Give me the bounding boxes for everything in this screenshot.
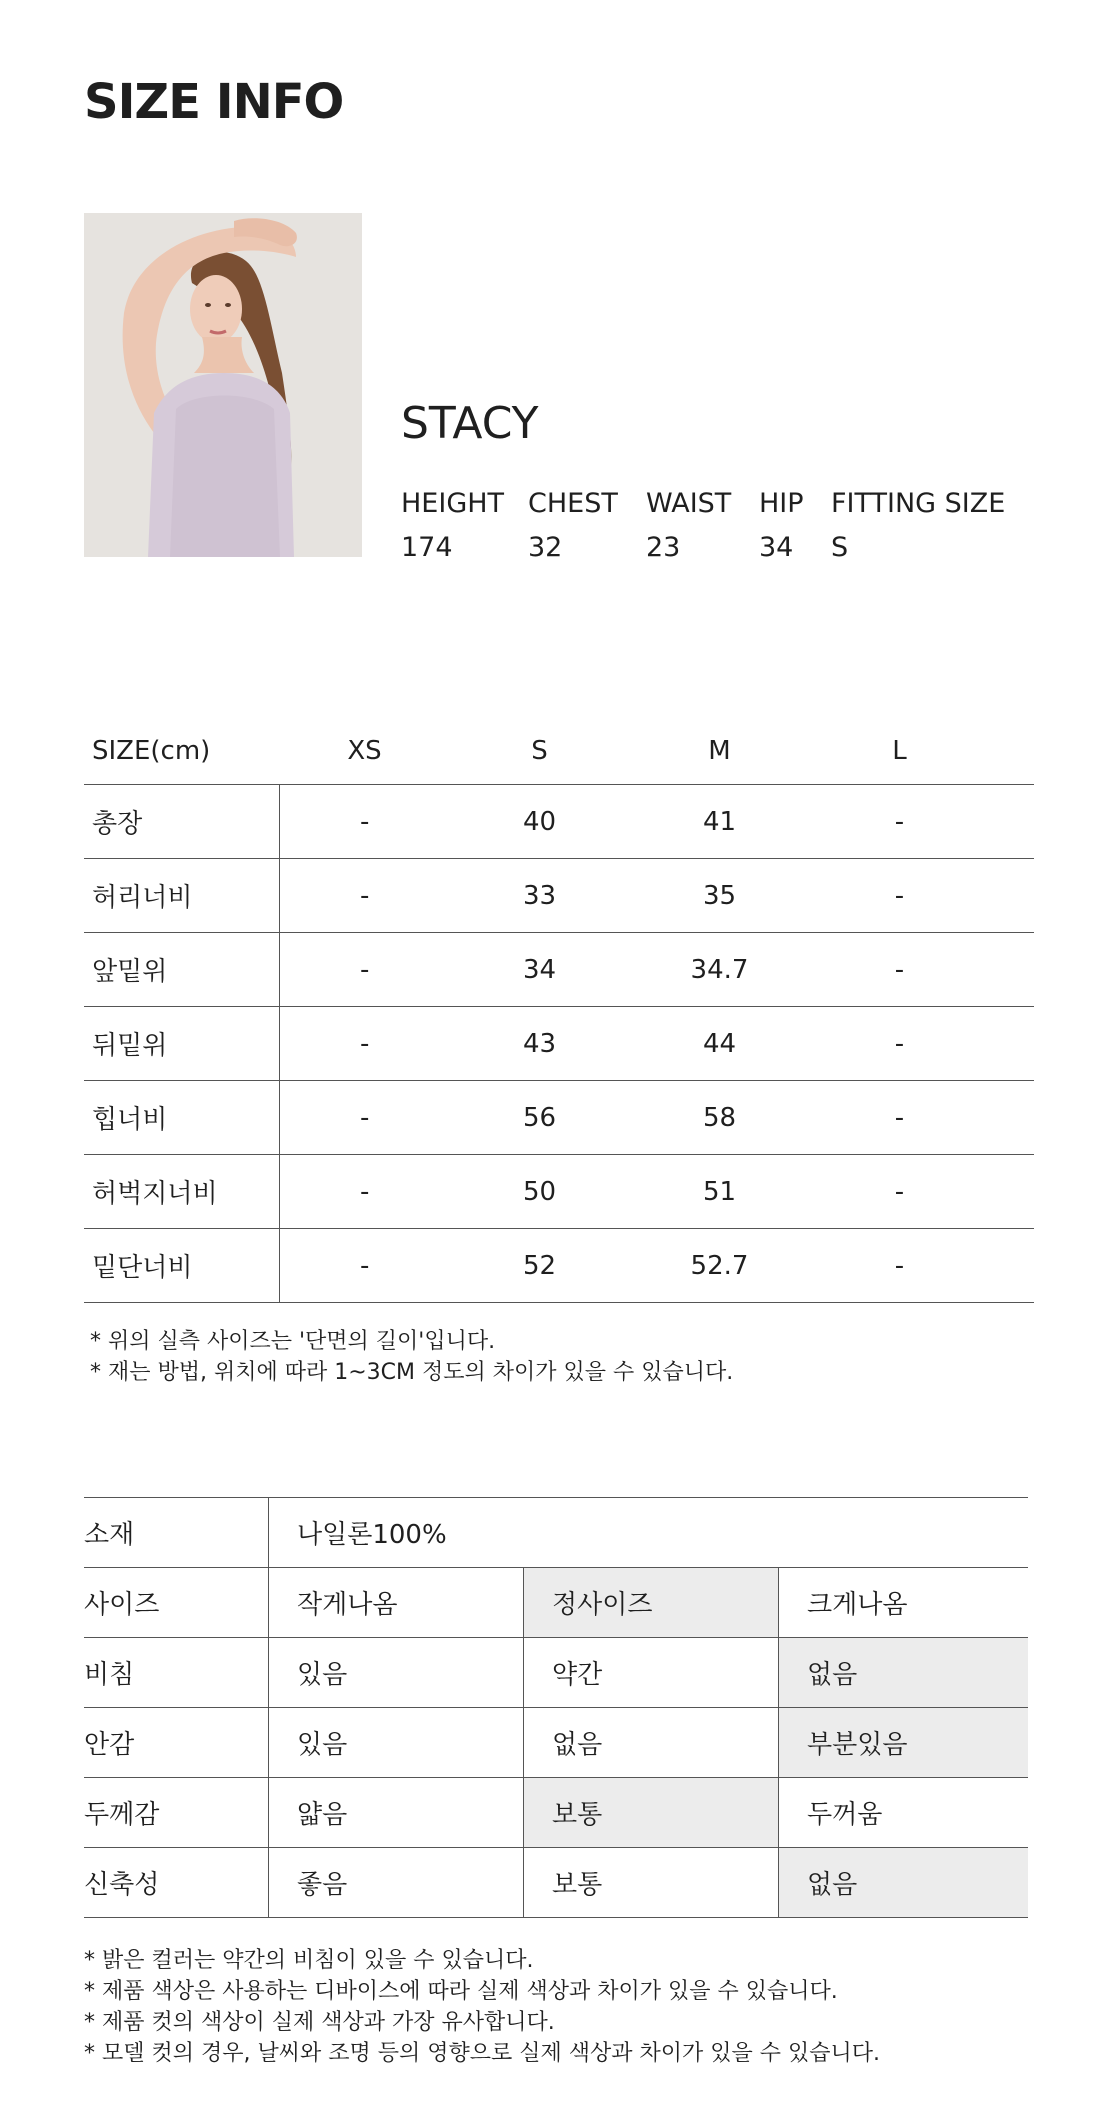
spacer-cell: [990, 1155, 1035, 1229]
material-value: 나일론100%: [269, 1498, 1029, 1568]
table-cell: -: [894, 880, 905, 911]
option-cell: 없음: [779, 1638, 1029, 1708]
note-line: * 재는 방법, 위치에 따라 1~3CM 정도의 차이가 있을 수 있습니다.: [90, 1360, 734, 1385]
option-cell: 크게나옴: [779, 1568, 1029, 1638]
table-cell: 34.7: [690, 954, 749, 985]
material-table: [84, 1497, 1028, 1918]
table-row: [84, 1229, 1034, 1303]
table-cell: 50: [522, 1176, 557, 1207]
size-table: [84, 718, 1034, 1303]
spacer-cell: [990, 718, 1035, 785]
table-cell: 56: [522, 1102, 557, 1133]
option-cell: 보통: [524, 1848, 779, 1918]
table-row: [84, 933, 1034, 1007]
option-cell: 있음: [269, 1708, 524, 1778]
table-cell: -: [894, 954, 905, 985]
spacer-cell: [990, 1007, 1035, 1081]
row-label: 사이즈: [84, 1568, 269, 1638]
attribute-row: [84, 1708, 1028, 1778]
row-label: 허리너비: [84, 859, 280, 933]
attribute-row: [84, 1778, 1028, 1848]
table-cell: -: [360, 806, 370, 837]
table-cell: -: [360, 1028, 370, 1059]
model-photo: [84, 213, 362, 557]
attribute-row: [84, 1638, 1028, 1708]
spacer-cell: [990, 859, 1035, 933]
stat-label: WAIST: [646, 488, 732, 519]
stat-label: FITTING SIZE: [831, 488, 1006, 519]
spacer-cell: [990, 933, 1035, 1007]
table-row: [84, 785, 1034, 859]
attribute-row: [84, 1568, 1028, 1638]
table-cell: 58: [702, 1102, 737, 1133]
table-row: [84, 1155, 1034, 1229]
table-cell: 44: [702, 1028, 737, 1059]
table-cell: -: [360, 880, 370, 911]
model-name: STACY: [401, 398, 539, 449]
option-cell: 작게나옴: [269, 1568, 524, 1638]
column-header: XS: [280, 718, 450, 785]
stat-value: 34: [759, 532, 794, 563]
table-cell: 43: [522, 1028, 557, 1059]
row-label: 두께감: [84, 1778, 269, 1848]
size-notes: [90, 1326, 733, 1388]
option-cell: 없음: [779, 1848, 1029, 1918]
row-label: 안감: [84, 1708, 269, 1778]
stat-value: 32: [528, 532, 563, 563]
note-line: * 제품 색상은 사용하는 디바이스에 따라 실제 색상과 차이가 있을 수 있습니다.: [84, 1979, 838, 2004]
option-cell: 정사이즈: [524, 1568, 779, 1638]
table-cell: 41: [702, 806, 737, 837]
option-cell: 약간: [524, 1638, 779, 1708]
option-cell: 부분있음: [779, 1708, 1029, 1778]
table-cell: 52.7: [690, 1250, 749, 1281]
table-cell: -: [894, 1176, 905, 1207]
material-row: [84, 1498, 1028, 1568]
table-cell: 51: [702, 1176, 737, 1207]
note-line: * 제품 컷의 색상이 실제 색상과 가장 유사합니다.: [84, 2010, 555, 2035]
table-row: [84, 1081, 1034, 1155]
row-label: 신축성: [84, 1848, 269, 1918]
row-label: 총장: [84, 785, 280, 859]
table-cell: -: [894, 1102, 905, 1133]
option-cell: 두꺼움: [779, 1778, 1029, 1848]
stat-chest: [528, 488, 618, 564]
stat-label: CHEST: [528, 488, 618, 519]
table-cell: 40: [522, 806, 557, 837]
row-label: 비침: [84, 1638, 269, 1708]
table-cell: -: [894, 1250, 905, 1281]
stat-waist: [646, 488, 731, 564]
table-cell: 33: [522, 880, 557, 911]
row-label: 뒤밑위: [84, 1007, 280, 1081]
table-cell: -: [894, 1028, 905, 1059]
column-header: S: [450, 718, 630, 785]
page-title: SIZE INFO: [84, 74, 344, 130]
stat-label: HIP: [759, 488, 804, 519]
row-label: 소재: [84, 1498, 269, 1568]
stat-value: 174: [401, 532, 453, 563]
table-cell: 35: [702, 880, 737, 911]
row-label: 힙너비: [84, 1081, 280, 1155]
note-line: * 모델 컷의 경우, 날씨와 조명 등의 영향으로 실제 색상과 차이가 있을 수 있습니다.: [84, 2041, 880, 2066]
note-line: * 위의 실측 사이즈는 '단면의 길이'입니다.: [90, 1329, 496, 1354]
spacer-cell: [990, 1229, 1035, 1303]
stat-value: 23: [646, 532, 681, 563]
spacer-cell: [990, 1081, 1035, 1155]
size-table-header: [84, 718, 1034, 785]
option-cell: 좋음: [269, 1848, 524, 1918]
table-cell: -: [894, 806, 905, 837]
stat-height: [401, 488, 504, 564]
table-cell: 34: [522, 954, 557, 985]
option-cell: 없음: [524, 1708, 779, 1778]
note-line: * 밝은 컬러는 약간의 비침이 있을 수 있습니다.: [84, 1948, 534, 1973]
table-row: [84, 859, 1034, 933]
table-cell: 52: [522, 1250, 557, 1281]
row-label: 앞밑위: [84, 933, 280, 1007]
option-cell: 얇음: [269, 1778, 524, 1848]
row-label: 허벅지너비: [84, 1155, 280, 1229]
column-header: L: [810, 718, 990, 785]
spacer-cell: [990, 785, 1035, 859]
stat-hip: [759, 488, 804, 564]
table-cell: -: [360, 1176, 370, 1207]
column-header: SIZE(cm): [84, 718, 280, 785]
stat-value: S: [831, 532, 849, 563]
column-header: M: [630, 718, 810, 785]
stat-label: HEIGHT: [401, 488, 505, 519]
table-cell: -: [360, 1250, 370, 1281]
row-label: 밑단너비: [84, 1229, 280, 1303]
option-cell: 있음: [269, 1638, 524, 1708]
attribute-row: [84, 1848, 1028, 1918]
option-cell: 보통: [524, 1778, 779, 1848]
table-row: [84, 1007, 1034, 1081]
product-notes: [84, 1945, 880, 2069]
stat-fitting-size: [831, 488, 1005, 564]
table-cell: -: [360, 1102, 370, 1133]
table-cell: -: [360, 954, 370, 985]
